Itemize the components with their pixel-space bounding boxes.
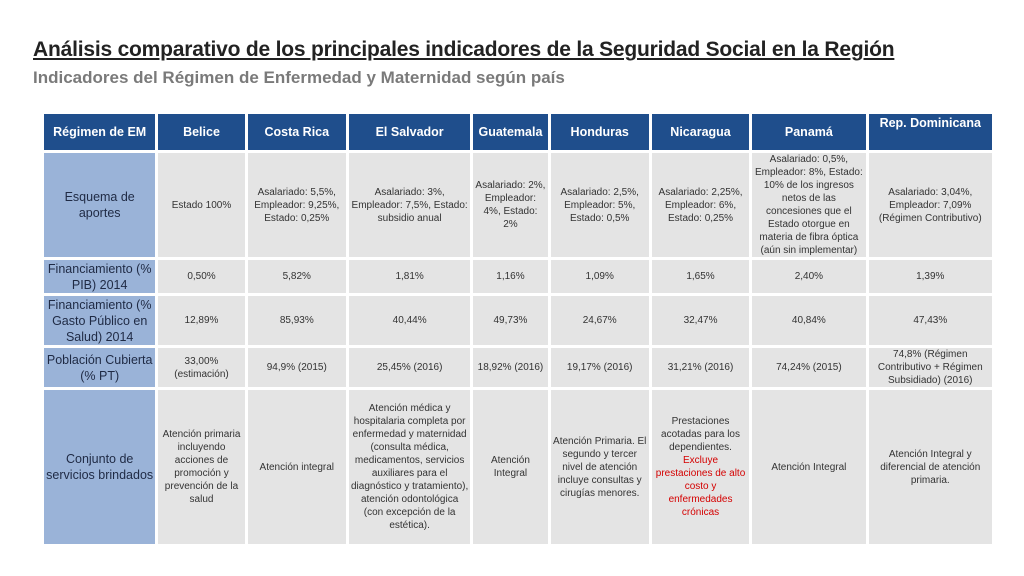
cell-poblacion-honduras: 19,17% (2016) — [551, 348, 649, 387]
cell-esquema-panama: Asalariado: 0,5%, Empleador: 8%, Estado: 10% de los ingresos netos de las concesiones que el Estado otorgue en materia de fibra óptica (aún sin implementar) — [752, 153, 865, 257]
page-subtitle: Indicadores del Régimen de Enfermedad y Maternidad según país — [33, 68, 565, 87]
cell-poblacion-nicaragua: 31,21% (2016) — [652, 348, 749, 387]
cell-gasto-guatemala: 49,73% — [473, 296, 547, 345]
cell-servicios-honduras: Atención Primaria. El segundo y tercer nivel de atención incluye consultas y cirugías menores. — [551, 390, 649, 544]
row-label-esquema: Esquema de aportes — [44, 153, 155, 257]
cell-pib-el-salvador: 1,81% — [349, 260, 470, 293]
row-pib — [44, 260, 992, 293]
row-label-servicios: Conjunto de servicios brindados — [44, 390, 155, 544]
servicios-nicaragua-text: Prestaciones acotadas para los dependientes. — [661, 416, 740, 453]
cell-poblacion-belice: 33,00% (estimación) — [158, 348, 244, 387]
cell-poblacion-costa-rica: 94,9% (2015) — [248, 348, 346, 387]
cell-servicios-belice: Atención primaria incluyendo acciones de promoción y prevención de la salud — [158, 390, 244, 544]
page-title: Análisis comparativo de los principales indicadores de la Seguridad Social en la Región — [33, 38, 895, 61]
cell-servicios-costa-rica: Atención integral — [248, 390, 346, 544]
header-rep-dominicana: Rep. Dominicana — [869, 114, 992, 150]
cell-servicios-panama: Atención Integral — [752, 390, 865, 544]
cell-gasto-panama: 40,84% — [752, 296, 865, 345]
cell-gasto-costa-rica: 85,93% — [248, 296, 346, 345]
row-label-poblacion: Población Cubierta (% PT) — [44, 348, 155, 387]
header-regimen: Régimen de EM — [44, 114, 155, 150]
header-el-salvador: El Salvador — [349, 114, 470, 150]
cell-gasto-belice: 12,89% — [158, 296, 244, 345]
header-guatemala: Guatemala — [473, 114, 547, 150]
header-honduras: Honduras — [551, 114, 649, 150]
cell-pib-honduras: 1,09% — [551, 260, 649, 293]
cell-servicios-rep-dominicana: Atención Integral y diferencial de atención primaria. — [869, 390, 992, 544]
cell-pib-panama: 2,40% — [752, 260, 865, 293]
cell-poblacion-panama: 74,24% (2015) — [752, 348, 865, 387]
header-panama: Panamá — [752, 114, 865, 150]
cell-poblacion-guatemala: 18,92% (2016) — [473, 348, 547, 387]
cell-gasto-honduras: 24,67% — [551, 296, 649, 345]
cell-esquema-guatemala: Asalariado: 2%, Empleador: 4%, Estado: 2% — [473, 153, 547, 257]
cell-pib-guatemala: 1,16% — [473, 260, 547, 293]
cell-esquema-belice: Estado 100% — [158, 153, 244, 257]
servicios-nicaragua-exclusion: Excluye prestaciones de alto costo y enfermedades crónicas — [655, 455, 746, 518]
row-servicios — [44, 390, 992, 544]
cell-pib-belice: 0,50% — [158, 260, 244, 293]
row-esquema — [44, 153, 992, 257]
row-gasto — [44, 296, 992, 345]
cell-esquema-rep-dominicana: Asalariado: 3,04%, Empleador: 7,09% (Régimen Contributivo) — [869, 153, 992, 257]
header-belice: Belice — [158, 114, 244, 150]
cell-esquema-honduras: Asalariado: 2,5%, Empleador: 5%, Estado: 0,5% — [551, 153, 649, 257]
cell-pib-nicaragua: 1,65% — [652, 260, 749, 293]
row-label-pib: Financiamiento (% PIB) 2014 — [44, 260, 155, 293]
header-costa-rica: Costa Rica — [248, 114, 346, 150]
cell-esquema-costa-rica: Asalariado: 5,5%, Empleador: 9,25%, Estado: 0,25% — [248, 153, 346, 257]
cell-esquema-el-salvador: Asalariado: 3%, Empleador: 7,5%, Estado: subsidio anual — [349, 153, 470, 257]
cell-gasto-nicaragua: 32,47% — [652, 296, 749, 345]
cell-poblacion-rep-dominicana: 74,8% (Régimen Contributivo + Régimen Subsidiado) (2016) — [869, 348, 992, 387]
header-nicaragua: Nicaragua — [652, 114, 749, 150]
cell-pib-costa-rica: 5,82% — [248, 260, 346, 293]
cell-poblacion-el-salvador: 25,45% (2016) — [349, 348, 470, 387]
row-poblacion — [44, 348, 992, 387]
row-label-gasto: Financiamiento (% Gasto Público en Salud) 2014 — [44, 296, 155, 345]
header-row — [44, 114, 992, 150]
cell-servicios-nicaragua — [652, 390, 749, 544]
cell-pib-rep-dominicana: 1,39% — [869, 260, 992, 293]
comparison-table — [41, 111, 995, 547]
cell-servicios-el-salvador: Atención médica y hospitalaria completa por enfermedad y maternidad (consulta médica, medicamentos, servicios auxiliares para el diagnóstico y tratamiento), atención odontológica (con excepción de la estética). — [349, 390, 470, 544]
cell-gasto-el-salvador: 40,44% — [349, 296, 470, 345]
cell-esquema-nicaragua: Asalariado: 2,25%, Empleador: 6%, Estado: 0,25% — [652, 153, 749, 257]
cell-gasto-rep-dominicana: 47,43% — [869, 296, 992, 345]
cell-servicios-guatemala: Atención Integral — [473, 390, 547, 544]
